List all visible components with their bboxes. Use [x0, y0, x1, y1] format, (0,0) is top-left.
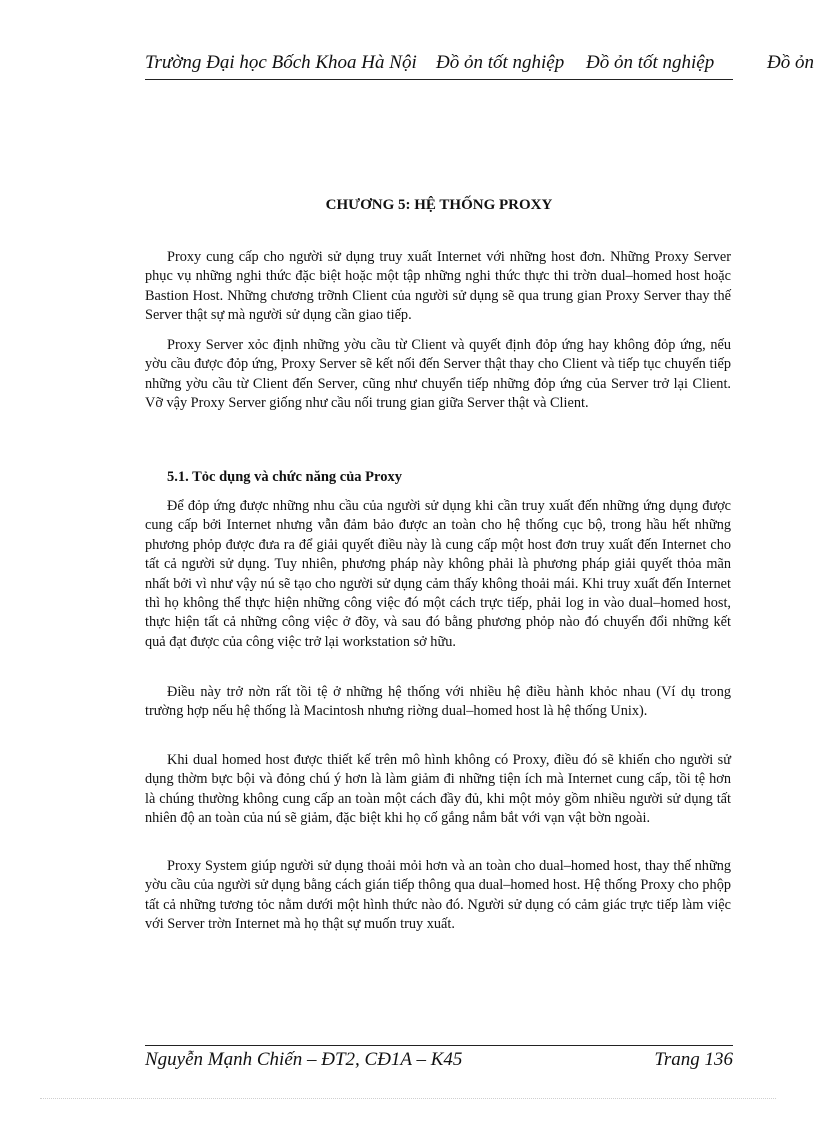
page-bottom-divider — [40, 1098, 776, 1099]
running-header — [145, 52, 816, 78]
footer-rule — [145, 1045, 733, 1046]
section-heading: 5.1. Tỏc dụng và chức năng của Proxy — [167, 469, 402, 485]
header-item-1: Đồ ỏn tốt nghiệp — [436, 52, 565, 73]
header-item-2: Đồ ỏn tốt nghiệp — [586, 52, 715, 73]
section-paragraph-2: Điều này trở nờn rất tồi tệ ở những hệ thống với nhiều hệ điều hành khỏc nhau (Ví dụ trong trường hợp nếu hệ thống là Macintosh nhưng riờng dual–homed host là hệ thống Unix). — [145, 684, 731, 720]
header-university: Trường Đại học Bốch Khoa Hà Nội — [145, 52, 417, 73]
footer-author: Nguyễn Mạnh Chiến – ĐT2, CĐ1A – K45 — [145, 1049, 463, 1070]
section-paragraph-4: Proxy System giúp người sử dụng thoải mỏi hơn và an toàn cho dual–homed host, thay thế những yờu cầu của người sử dụng bằng cách gián tiếp thông qua dual–homed host. Hệ thống Proxy cho phộp tất cả những tương tỏc nằm dưới một hình thức nào đó. Người sử dụng có cảm giác trực tiếp làm việc với Server trờn Internet mà họ thật sự muốn truy xuất. — [145, 858, 731, 933]
header-item-3: Đồ ỏn — [767, 52, 814, 73]
section-paragraph-1: Để đỏp ứng được những nhu cầu của người sử dụng khi cần truy xuất đến những ứng dụng được cung cấp bởi Internet nhưng vẫn đảm bảo được an toàn cho hệ thống cục bộ, trong hầu hết những phương phỏp được đưa ra để giải quyết điều này là cung cấp một host đơn truy xuất đến Internet cho tất cả người sử dụng. Tuy nhiên, phương pháp này không phải là phương pháp giải quyết thỏa mãn nhất bởi vì như vậy nú sẽ tạo cho người sử dụng cảm thấy không thoải mái. Khi truy xuất đến Internet thì họ không thể thực hiện những công việc đó một cách trực tiếp, phải log in vào dual–homed host, thực hiện tất cả những công việc ở đõy, và sau đó bằng phương phỏp nào đó chuyển đổi những kết quả đạt được của công việc trở lại workstation sở hữu. — [145, 498, 731, 650]
running-footer — [145, 1049, 733, 1075]
section-paragraph-3: Khi dual homed host được thiết kế trên mô hình không có Proxy, điều đó sẽ khiến cho người sử dụng thờm bực bội và đỏng chú ý hơn là làm giảm đi những tiện ích mà Internet cung cấp, tồi tệ hơn là chúng thường không cung cấp an toàn một cách đầy đủ, khi một mỏy gồm nhiều người sử dụng tất nhiên độ an toàn của nú sẽ giảm, đặc biệt khi họ cố gắng nắm bắt với vạn vật bờn ngoài. — [145, 752, 731, 827]
chapter-title: CHƯƠNG 5: HỆ THỐNG PROXY — [325, 197, 553, 213]
intro-paragraph-1: Proxy cung cấp cho người sử dụng truy xuất Internet với những host đơn. Những Proxy Server phục vụ những nghi thức đặc biệt hoặc một tập những nghi thức thực thi trờn dual–homed host hoặc Bastion Host. Những chương trỡnh Client của người sử dụng sẽ qua trung gian Proxy Server thay thế Server thật sự mà người sử dụng cần giao tiếp. — [145, 249, 731, 324]
intro-paragraph-2: Proxy Server xỏc định những yờu cầu từ Client và quyết định đỏp ứng hay không đỏp ứng, nếu yờu cầu được đỏp ứng, Proxy Server sẽ kết nối đến Server thật thay cho Client và tiếp tục chuyển tiếp những yờu cầu từ Client đến Server, cũng như chuyển tiếp những đỏp ứng của Server trở lại Client. Vỡ vậy Proxy Server giống như cầu nối trung gian giữa Server thật và Client. — [145, 337, 731, 412]
header-rule — [145, 79, 733, 80]
page-number: Trang 136 — [654, 1049, 733, 1070]
